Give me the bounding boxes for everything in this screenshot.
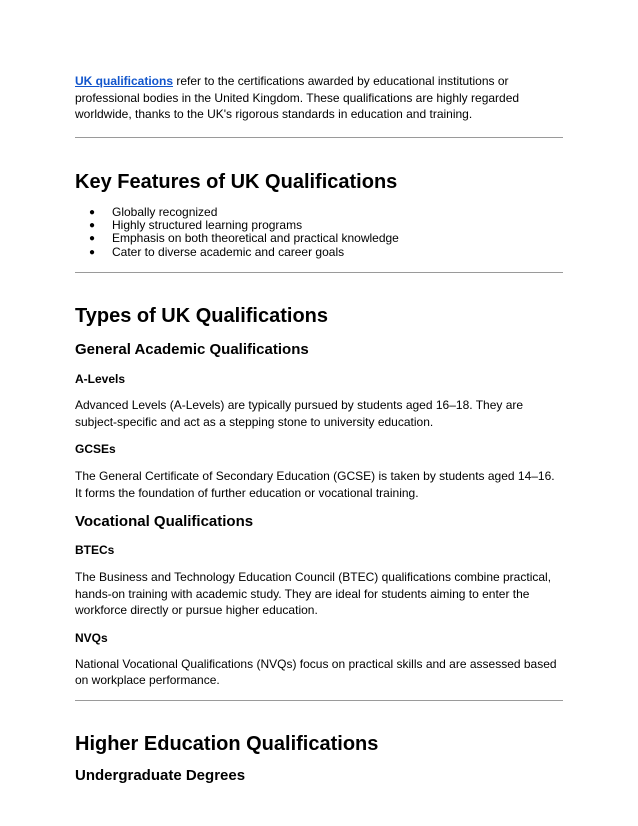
nvqs-heading: NVQs — [75, 630, 108, 645]
btecs-text: The Business and Technology Education Council (BTEC) qualifications combine practical, hands-on training with academic study. They are ideal for students aiming to enter the workforce directly or pursue higher education. — [75, 570, 552, 618]
gcses-heading: GCSEs — [75, 442, 116, 457]
list-item: ● Globally recognized — [89, 204, 218, 219]
undergraduate-heading: Undergraduate Degrees — [75, 766, 246, 784]
divider-1 — [75, 137, 563, 138]
list-item: ● Highly structured learning programs — [89, 217, 303, 232]
vocational-heading: Vocational Qualifications — [75, 513, 254, 531]
intro-text: refer to the certifications awarded by educational institutions or professional bodies in the United Kingdom. These qualifications are highly regarded worldwide, thanks to the UK's rigorous standards in education and training. — [75, 74, 520, 121]
btecs-heading: BTECs — [75, 543, 115, 558]
list-item: ● Emphasis on both theoretical and practical knowledge — [89, 231, 399, 246]
key-features-heading: Key Features of UK Qualifications — [75, 170, 398, 193]
uk-qualifications-link[interactable]: UK qualifications — [75, 74, 174, 88]
gcses-text: The General Certificate of Secondary Education (GCSE) is taken by students aged 14–16. It forms the foundation of further education or vocational training. — [75, 469, 555, 500]
divider-3 — [75, 700, 563, 701]
bullet-icon: ● — [89, 233, 96, 245]
bullet-icon: ● — [89, 206, 96, 218]
list-item: ● Cater to diverse academic and career goals — [89, 244, 345, 259]
bullet-icon: ● — [89, 246, 96, 258]
types-heading: Types of UK Qualifications — [75, 305, 328, 328]
divider-2 — [75, 272, 563, 273]
nvqs-text: National Vocational Qualifications (NVQs) focus on practical skills and are assessed based on workplace performance. — [75, 656, 557, 688]
a-levels-text: Advanced Levels (A-Levels) are typically pursued by students aged 16–18. They are subject-specific and act as a stepping stone to university education. — [75, 398, 524, 429]
higher-education-heading: Higher Education Qualifications — [75, 732, 379, 755]
document-page — [75, 73, 563, 785]
bullet-icon: ● — [89, 219, 96, 231]
intro-paragraph — [75, 73, 563, 123]
general-academic-heading: General Academic Qualifications — [75, 341, 309, 359]
a-levels-heading: A-Levels — [75, 372, 126, 387]
key-features-list — [75, 206, 563, 260]
